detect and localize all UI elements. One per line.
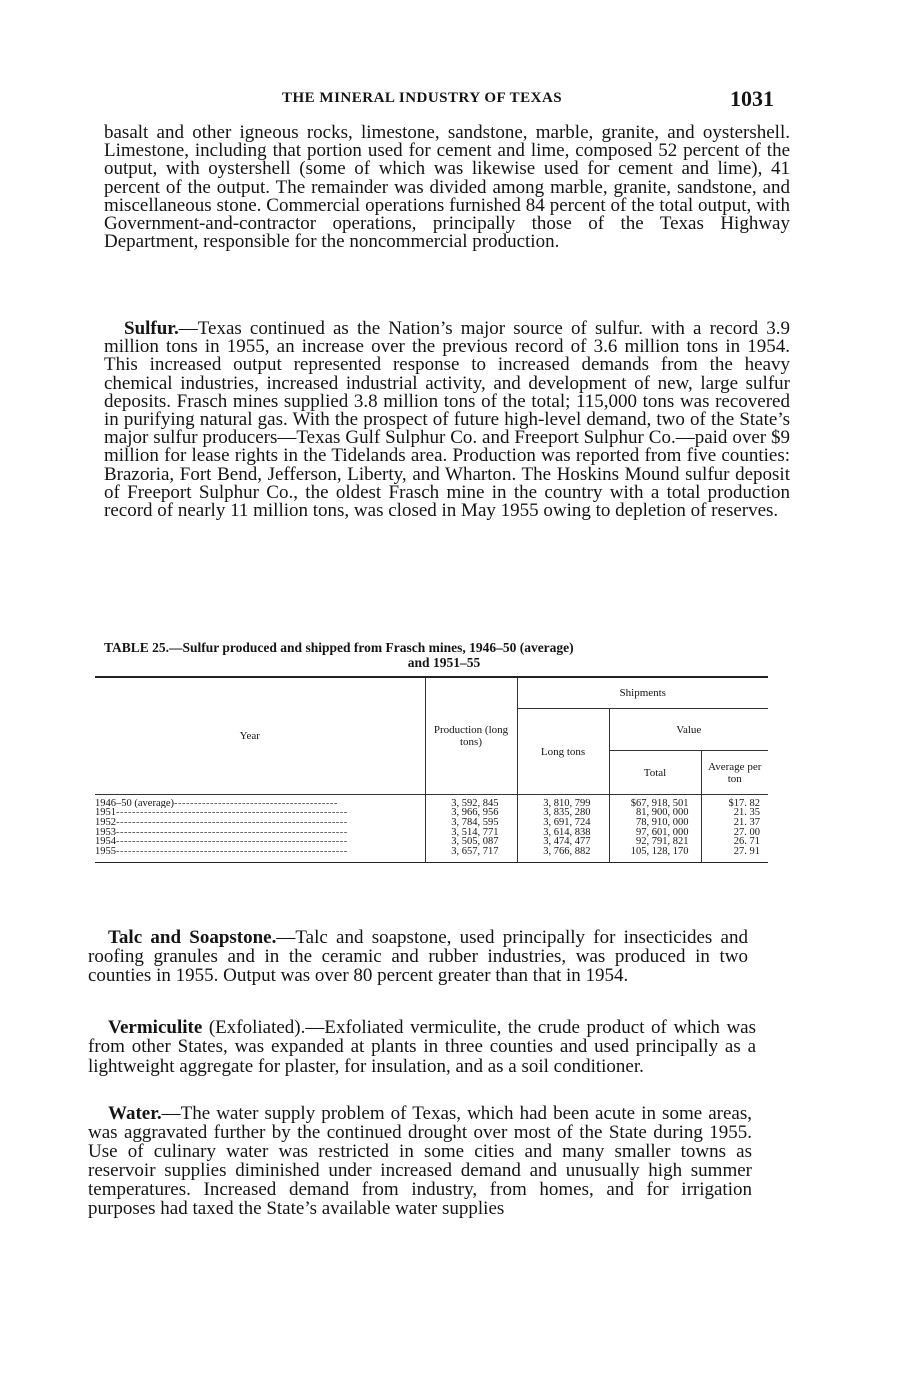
paragraph-stone-continuation: basalt and other igneous rocks, limestone, sandstone, marble, granite, and oystershell. Limestone, including that portion used for cement and lime, composed 52 percent of the output, with oystershell (some of which was likewise used for cement and lime), 41 percent of the output. The remainder was divided among marble, granite, sandstone, and miscellaneous stone. Commercial operations furnished 84 percent of the total output, with Government-and-contractor operations, principally those of the Texas Highway Department, responsible for the noncommercial production.: [104, 122, 790, 253]
header-value: Value: [609, 709, 768, 751]
row-long-tons: 3, 810, 799: [517, 799, 609, 809]
row-production: 3, 592, 845: [425, 799, 517, 809]
running-header: [0, 88, 897, 118]
paragraph-sulfur: [104, 320, 790, 520]
leader-dots: ----------------------------------------------------------: [116, 837, 348, 848]
header-year: Year: [95, 677, 425, 795]
row-long-tons: 3, 691, 724: [517, 818, 609, 828]
row-average: $17. 82: [701, 799, 768, 809]
row-year: 1952: [95, 817, 116, 828]
header-shipments: Shipments: [517, 677, 768, 709]
sulfur-heading: Sulfur.: [124, 318, 179, 339]
row-total: 81, 900, 000: [609, 808, 701, 818]
row-year: 1955: [95, 847, 116, 857]
water-heading: Water.: [108, 1103, 162, 1124]
row-production: 3, 966, 956: [425, 808, 517, 818]
leader-dots: ----------------------------------------------------------: [116, 808, 348, 818]
row-total: 78, 910, 000: [609, 818, 701, 828]
row-year: 1951: [95, 808, 116, 818]
header-long-tons: Long tons: [517, 709, 609, 795]
running-title: THE MINERAL INDUSTRY OF TEXAS: [282, 90, 563, 106]
paragraph-talc: [88, 928, 748, 985]
table-caption-line2: and 1951–55: [407, 655, 481, 670]
leader-dots: ----------------------------------------------------------: [116, 817, 348, 828]
table-caption: [104, 640, 784, 670]
row-production: 3, 514, 771: [425, 828, 517, 838]
row-long-tons: 3, 614, 838: [517, 828, 609, 838]
page-number: 1031: [730, 86, 774, 111]
vermiculite-text: (Exfoliated).—Exfoliated vermiculite, the crude product of which was from other States, was expanded at plants in three counties and used principally as a lightweight aggregate for plaster, for insulation, and as a soil conditioner.: [88, 1017, 756, 1077]
row-average: 21. 35: [701, 808, 768, 818]
row-long-tons: 3, 835, 280: [517, 808, 609, 818]
row-average: 26. 71: [701, 837, 768, 847]
row-long-tons: 3, 766, 882: [517, 847, 609, 857]
leader-dots: ----------------------------------------------------------: [116, 827, 348, 838]
row-total: 105, 128, 170: [609, 847, 701, 857]
header-total: Total: [609, 751, 701, 795]
row-production: 3, 505, 087: [425, 837, 517, 847]
row-year: 1953: [95, 827, 116, 838]
row-year: 1946–50 (average): [95, 798, 175, 809]
row-year: 1954: [95, 837, 116, 848]
vermiculite-heading: Vermiculite: [108, 1017, 203, 1038]
row-average: 21. 37: [701, 818, 768, 828]
header-average: Average per ton: [701, 751, 768, 795]
table-row: [95, 847, 768, 857]
water-text: —The water supply problem of Texas, which had been acute in some areas, was aggravated further by the continued drought over most of the State during 1955. Use of culinary water was restricted in some cities and many smaller towns as reservoir supplies diminished under increased demand and unusually high summer temperatures. Increased demand from industry, from homes, and for irrigation purposes had taxed the State’s available water supplies: [88, 1103, 752, 1220]
row-long-tons: 3, 474, 477: [517, 837, 609, 847]
header-production: Production (long tons): [425, 677, 517, 795]
row-total: 97, 601, 000: [609, 828, 701, 838]
sulfur-text: —Texas continued as the Nation’s major source of sulfur. with a record 3.9 million tons in 1955, an increase over the previous record of 3.6 million tons in 1954. This increased output represented response to increased demands from the heavy chemical industries, increased industrial activity, and development of new, large sulfur deposits. Frasch mines supplied 3.8 million tons of the total; 115,000 tons was recovered in purifying natural gas. With the prospect of future high-level demand, two of the State’s major sulfur producers—Texas Gulf Sulphur Co. and Freeport Sulphur Co.—paid over $9 million for lease rights in the Tidelands area. Production was reported from five counties: Brazoria, Fort Bend, Jefferson, Liberty, and Wharton. The Hoskins Mound sulfur deposit of Freeport Sulphur Co., the oldest Frasch mine in the country with a total production record of nearly 11 million tons, was closed in May 1955 owing to depletion of reserves.: [104, 318, 790, 522]
row-total: 92, 791, 821: [609, 837, 701, 847]
row-average: 27. 00: [701, 828, 768, 838]
talc-heading: Talc and Soapstone.: [108, 927, 277, 948]
row-average: 27. 91: [701, 847, 768, 857]
paragraph-vermiculite: [88, 1018, 756, 1076]
leader-dots: -----------------------------------------: [174, 798, 338, 809]
talc-text: —Talc and soapstone, used principally for insecticides and roofing granules and in the ceramic and rubber industries, was produced in two counties in 1955. Output was over 80 percent greater than that in 1954.: [88, 927, 748, 987]
row-production: 3, 657, 717: [425, 847, 517, 857]
row-production: 3, 784, 595: [425, 818, 517, 828]
sulfur-table: [95, 676, 768, 863]
table-caption-line1: TABLE 25.—Sulfur produced and shipped from Frasch mines, 1946–50 (average): [104, 640, 574, 655]
leader-dots: ----------------------------------------------------------: [116, 847, 348, 857]
paragraph-water: [88, 1104, 752, 1219]
row-total: $67, 918, 501: [609, 799, 701, 809]
